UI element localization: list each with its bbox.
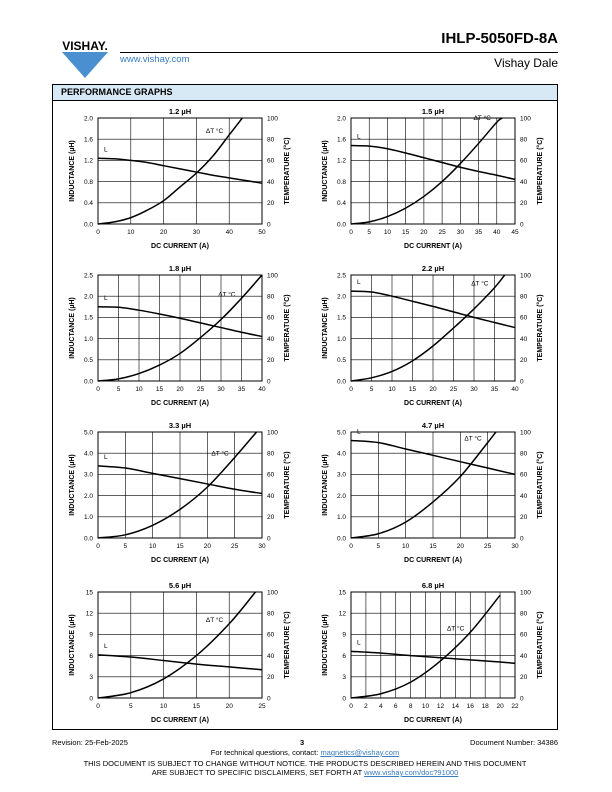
y2-tick-label: 0 <box>520 535 524 543</box>
y2-tick-label: 0 <box>267 535 271 543</box>
x-tick-label: 25 <box>196 386 205 393</box>
y-tick-label: 0.8 <box>83 178 93 186</box>
x-tick-label: 40 <box>225 229 233 236</box>
inductance-curve <box>351 146 515 180</box>
y2-tick-label: 40 <box>267 492 275 500</box>
y2-tick-label: 20 <box>520 674 528 682</box>
y-tick-label: 0.8 <box>336 178 346 186</box>
y2-tick-label: 80 <box>520 136 528 144</box>
y-tick-label: 0.0 <box>336 221 346 229</box>
series-label-temperature: ΔT °C <box>446 625 465 633</box>
y2-tick-label: 100 <box>267 589 278 597</box>
y2-tick-label: 80 <box>267 610 275 618</box>
chart-title: 1.8 µH <box>168 264 192 273</box>
x-tick-label: 5 <box>116 386 121 393</box>
y-tick-label: 1.6 <box>83 136 93 144</box>
y2-axis-label: TEMPERATURE (°C) <box>284 611 291 679</box>
y-tick-label: 15 <box>85 589 93 597</box>
chart-5 <box>69 421 291 564</box>
series-label-temperature: ΔT °C <box>211 450 229 458</box>
y2-tick-label: 60 <box>267 471 275 479</box>
y-tick-label: 1.2 <box>336 157 346 165</box>
y2-tick-label: 60 <box>520 471 528 479</box>
x-tick-label: 0 <box>349 543 353 550</box>
x-tick-label: 30 <box>511 543 519 550</box>
y-tick-label: 5.0 <box>336 429 346 437</box>
y-axis-label: INDUCTANCE (µH) <box>322 454 329 516</box>
y-tick-label: 2.5 <box>336 272 346 280</box>
document-number: Document Number: 34386 <box>470 738 558 747</box>
y-tick-label: 1.0 <box>336 514 346 522</box>
x-axis-label: DC CURRENT (A) <box>404 400 462 407</box>
chart-8 <box>322 581 544 724</box>
y2-tick-label: 40 <box>520 652 528 660</box>
y-tick-label: 0.0 <box>336 535 346 543</box>
y2-tick-label: 20 <box>267 674 275 682</box>
y2-tick-label: 80 <box>267 293 275 301</box>
chart-2 <box>322 107 544 250</box>
y-tick-label: 0.5 <box>83 357 93 365</box>
x-tick-label: 25 <box>438 229 446 236</box>
x-tick-label: 0 <box>96 229 100 236</box>
x-tick-label: 15 <box>402 229 410 236</box>
revision-date: Revision: 25-Feb-2025 <box>52 738 128 747</box>
series-label-inductance: L <box>104 642 108 650</box>
part-number: IHLP-5050FD-8A <box>441 30 558 47</box>
logo-text: VISHAY. <box>62 40 108 53</box>
y2-axis-label: TEMPERATURE (°C) <box>537 611 544 679</box>
x-axis-label: DC CURRENT (A) <box>151 717 209 724</box>
y-tick-label: 0.4 <box>83 200 93 208</box>
performance-charts <box>52 84 558 730</box>
y-tick-label: 6 <box>89 652 93 660</box>
x-tick-label: 25 <box>484 543 492 550</box>
x-tick-label: 10 <box>402 543 410 550</box>
series-label-temperature: ΔT °C <box>471 280 489 288</box>
x-axis-label: DC CURRENT (A) <box>404 717 462 724</box>
series-label-inductance: L <box>357 639 361 647</box>
y2-tick-label: 0 <box>520 695 524 703</box>
y-tick-label: 0.4 <box>336 200 346 208</box>
x-tick-label: 20 <box>429 386 437 393</box>
y2-tick-label: 100 <box>520 272 531 280</box>
y2-tick-label: 80 <box>520 293 528 301</box>
disclaimer-line-1: THIS DOCUMENT IS SUBJECT TO CHANGE WITHOUT NOTICE. THE PRODUCTS DESCRIBED HEREIN AND THIS DOCUMENT <box>83 759 527 768</box>
y2-tick-label: 100 <box>267 115 278 123</box>
y-tick-label: 1.6 <box>336 136 346 144</box>
x-tick-label: 20 <box>159 229 168 236</box>
y-tick-label: 2.0 <box>336 492 346 500</box>
page-number: 3 <box>300 738 305 747</box>
y-tick-label: 4.0 <box>336 450 346 458</box>
x-tick-label: 10 <box>383 229 392 236</box>
y-tick-label: 6 <box>342 652 346 660</box>
x-tick-label: 30 <box>192 229 201 236</box>
disclaimer-line-2 <box>52 768 558 777</box>
x-tick-label: 15 <box>192 703 201 710</box>
series-label-temperature: ΔT °C <box>473 115 491 123</box>
y2-tick-label: 100 <box>520 589 531 597</box>
series-label-inductance: L <box>104 146 108 154</box>
temperature-rise-curve <box>351 275 505 381</box>
y2-tick-label: 60 <box>267 314 275 322</box>
x-tick-label: 15 <box>408 386 417 393</box>
y2-tick-label: 80 <box>267 136 275 144</box>
y2-tick-label: 40 <box>267 335 275 343</box>
y2-tick-label: 100 <box>267 429 278 437</box>
x-tick-label: 20 <box>456 543 464 550</box>
y2-axis-label: TEMPERATURE (°C) <box>284 294 291 362</box>
y-tick-label: 1.0 <box>336 335 346 343</box>
x-tick-label: 12 <box>436 703 445 710</box>
y2-tick-label: 40 <box>267 178 275 186</box>
x-tick-label: 35 <box>490 386 499 393</box>
x-tick-label: 0 <box>96 386 100 393</box>
y-tick-label: 2.0 <box>83 492 93 500</box>
y-axis-label: INDUCTANCE (µH) <box>322 297 329 359</box>
y-tick-label: 0.0 <box>83 221 93 229</box>
x-tick-label: 30 <box>258 543 266 550</box>
x-axis-label: DC CURRENT (A) <box>404 557 462 564</box>
x-tick-label: 10 <box>159 703 168 710</box>
y-tick-label: 2.5 <box>83 272 93 280</box>
y-tick-label: 2.0 <box>336 293 346 301</box>
y2-tick-label: 0 <box>267 378 271 386</box>
manufacturer: Vishay Dale <box>494 56 558 70</box>
x-tick-label: 15 <box>429 543 437 550</box>
y-tick-label: 15 <box>338 589 346 597</box>
x-tick-label: 18 <box>481 703 489 710</box>
x-tick-label: 0 <box>349 229 353 236</box>
x-tick-label: 8 <box>408 703 413 710</box>
y2-tick-label: 40 <box>267 652 275 660</box>
y-axis-label: INDUCTANCE (µH) <box>69 614 76 676</box>
y2-tick-label: 0 <box>267 695 271 703</box>
y2-tick-label: 60 <box>520 631 528 639</box>
y-axis-label: INDUCTANCE (µH) <box>69 140 76 202</box>
y-tick-label: 0.0 <box>336 378 346 386</box>
y-tick-label: 1.2 <box>83 157 93 165</box>
series-label-temperature: ΔT °C <box>205 616 224 624</box>
y-tick-label: 0.0 <box>83 535 93 543</box>
y-tick-label: 1.5 <box>83 314 93 322</box>
y-tick-label: 2.0 <box>83 115 93 123</box>
y2-tick-label: 40 <box>520 492 528 500</box>
y-axis-label: INDUCTANCE (µH) <box>69 454 76 516</box>
y-tick-label: 12 <box>85 610 93 618</box>
y2-tick-label: 60 <box>267 157 275 165</box>
series-label-temperature: ΔT °C <box>205 127 224 135</box>
y-tick-label: 2.0 <box>336 115 346 123</box>
x-tick-label: 40 <box>493 229 501 236</box>
y2-tick-label: 80 <box>520 450 528 458</box>
y2-axis-label: TEMPERATURE (°C) <box>284 451 291 519</box>
y2-tick-label: 0 <box>520 378 524 386</box>
y2-tick-label: 0 <box>267 221 271 229</box>
x-tick-label: 15 <box>155 386 164 393</box>
x-tick-label: 4 <box>379 703 383 710</box>
x-tick-label: 20 <box>203 543 211 550</box>
header-rule <box>120 52 558 53</box>
y2-tick-label: 0 <box>520 221 524 229</box>
y-tick-label: 9 <box>89 631 93 639</box>
y-tick-label: 3 <box>89 674 93 682</box>
x-tick-label: 5 <box>367 229 372 236</box>
temperature-rise-curve <box>351 432 496 538</box>
x-tick-label: 0 <box>349 386 353 393</box>
x-tick-label: 20 <box>225 703 233 710</box>
y-axis-label: INDUCTANCE (µH) <box>322 614 329 676</box>
y2-axis-label: TEMPERATURE (°C) <box>537 294 544 362</box>
x-tick-label: 16 <box>466 703 474 710</box>
y-tick-label: 12 <box>338 610 346 618</box>
x-tick-label: 25 <box>449 386 458 393</box>
y2-tick-label: 100 <box>520 429 531 437</box>
inductance-curve <box>98 158 262 183</box>
x-tick-label: 5 <box>123 543 128 550</box>
x-axis-label: DC CURRENT (A) <box>151 400 209 407</box>
chart-title: 5.6 µH <box>168 581 192 590</box>
y2-tick-label: 20 <box>520 200 528 208</box>
x-tick-label: 30 <box>217 386 225 393</box>
chart-title: 2.2 µH <box>421 264 445 273</box>
plot-frame <box>98 118 262 224</box>
x-tick-label: 20 <box>496 703 504 710</box>
y2-axis-label: TEMPERATURE (°C) <box>284 137 291 205</box>
series-label-temperature: ΔT °C <box>218 291 236 299</box>
x-axis-label: DC CURRENT (A) <box>151 243 209 250</box>
x-tick-label: 50 <box>258 229 266 236</box>
contact-line <box>52 748 558 757</box>
y-tick-label: 1.0 <box>83 335 93 343</box>
y2-tick-label: 20 <box>267 357 275 365</box>
website-link[interactable]: www.vishay.com <box>120 54 190 65</box>
y2-tick-label: 40 <box>520 335 528 343</box>
series-label-inductance: L <box>357 279 361 287</box>
x-tick-label: 10 <box>421 703 430 710</box>
y-tick-label: 0 <box>89 695 93 703</box>
y-tick-label: 0.0 <box>83 378 93 386</box>
section-title: PERFORMANCE GRAPHS <box>61 87 173 97</box>
logo-triangle-icon <box>62 52 108 78</box>
series-label-inductance: L <box>104 453 108 461</box>
x-tick-label: 0 <box>96 543 100 550</box>
x-tick-label: 30 <box>470 386 478 393</box>
contact-email-link[interactable]: magnetics@vishay.com <box>320 748 400 757</box>
x-tick-label: 25 <box>258 703 266 710</box>
x-tick-label: 40 <box>511 386 519 393</box>
chart-title: 1.2 µH <box>168 107 192 116</box>
x-tick-label: 35 <box>237 386 246 393</box>
temperature-rise-curve <box>98 432 257 538</box>
series-label-inductance: L <box>357 133 361 141</box>
disclaimer-link[interactable]: www.vishay.com/doc?91000 <box>364 768 459 777</box>
y2-tick-label: 80 <box>520 610 528 618</box>
y2-tick-label: 100 <box>520 115 531 123</box>
x-tick-label: 30 <box>456 229 464 236</box>
series-label-inductance: L <box>357 428 361 436</box>
y2-axis-label: TEMPERATURE (°C) <box>537 137 544 205</box>
y2-tick-label: 60 <box>520 157 528 165</box>
y2-tick-label: 60 <box>267 631 275 639</box>
contact-prefix: For technical questions, contact: <box>210 748 321 757</box>
y-axis-label: INDUCTANCE (µH) <box>322 140 329 202</box>
x-tick-label: 10 <box>135 386 143 393</box>
x-tick-label: 10 <box>127 229 135 236</box>
chart-title: 4.7 µH <box>421 421 445 430</box>
y2-tick-label: 20 <box>267 514 275 522</box>
y-axis-label: INDUCTANCE (µH) <box>69 297 76 359</box>
x-tick-label: 10 <box>388 386 396 393</box>
y-tick-label: 3 <box>342 674 346 682</box>
chart-title: 6.8 µH <box>421 581 445 590</box>
x-tick-label: 20 <box>420 229 428 236</box>
y-tick-label: 2.0 <box>83 293 93 301</box>
x-tick-label: 6 <box>393 703 398 710</box>
chart-6 <box>322 421 544 564</box>
y-tick-label: 5.0 <box>83 429 93 437</box>
y-tick-label: 4.0 <box>83 450 93 458</box>
x-tick-label: 25 <box>231 543 239 550</box>
x-tick-label: 10 <box>149 543 157 550</box>
inductance-curve <box>351 651 515 663</box>
plot-frame <box>351 118 515 224</box>
y-tick-label: 0 <box>342 695 346 703</box>
chart-3 <box>69 264 291 407</box>
y2-tick-label: 40 <box>520 178 528 186</box>
chart-title: 3.3 µH <box>168 421 192 430</box>
y2-tick-label: 80 <box>267 450 275 458</box>
x-tick-label: 5 <box>128 703 133 710</box>
y-tick-label: 3.0 <box>83 471 93 479</box>
x-tick-label: 35 <box>474 229 483 236</box>
x-tick-label: 5 <box>369 386 374 393</box>
plot-frame <box>98 592 262 698</box>
x-tick-label: 15 <box>176 543 184 550</box>
chart-7 <box>69 581 291 724</box>
y2-tick-label: 100 <box>267 272 278 280</box>
x-tick-label: 0 <box>349 703 353 710</box>
disclaimer-prefix: ARE SUBJECT TO SPECIFIC DISCLAIMERS, SET FORTH AT <box>151 768 365 777</box>
x-tick-label: 20 <box>176 386 184 393</box>
y2-tick-label: 20 <box>267 200 275 208</box>
x-axis-label: DC CURRENT (A) <box>151 557 209 564</box>
vishay-logo <box>52 40 116 80</box>
y2-tick-label: 20 <box>520 514 528 522</box>
y-tick-label: 1.5 <box>336 314 346 322</box>
y-tick-label: 9 <box>342 631 346 639</box>
x-tick-label: 45 <box>511 229 519 236</box>
x-axis-label: DC CURRENT (A) <box>404 243 462 250</box>
series-label-inductance: L <box>104 294 108 302</box>
x-tick-label: 14 <box>451 703 459 710</box>
chart-title: 1.5 µH <box>421 107 445 116</box>
x-tick-label: 40 <box>258 386 266 393</box>
chart-1 <box>69 107 291 250</box>
series-label-temperature: ΔT °C <box>464 435 482 443</box>
x-tick-label: 22 <box>511 703 519 710</box>
chart-4 <box>322 264 544 407</box>
x-tick-label: 5 <box>376 543 381 550</box>
y2-tick-label: 60 <box>520 314 528 322</box>
x-tick-label: 0 <box>96 703 100 710</box>
y2-axis-label: TEMPERATURE (°C) <box>537 451 544 519</box>
y-tick-label: 1.0 <box>83 514 93 522</box>
x-tick-label: 2 <box>364 703 368 710</box>
y-tick-label: 3.0 <box>336 471 346 479</box>
y2-tick-label: 20 <box>520 357 528 365</box>
temperature-rise-curve <box>98 592 255 698</box>
y-tick-label: 0.5 <box>336 357 346 365</box>
